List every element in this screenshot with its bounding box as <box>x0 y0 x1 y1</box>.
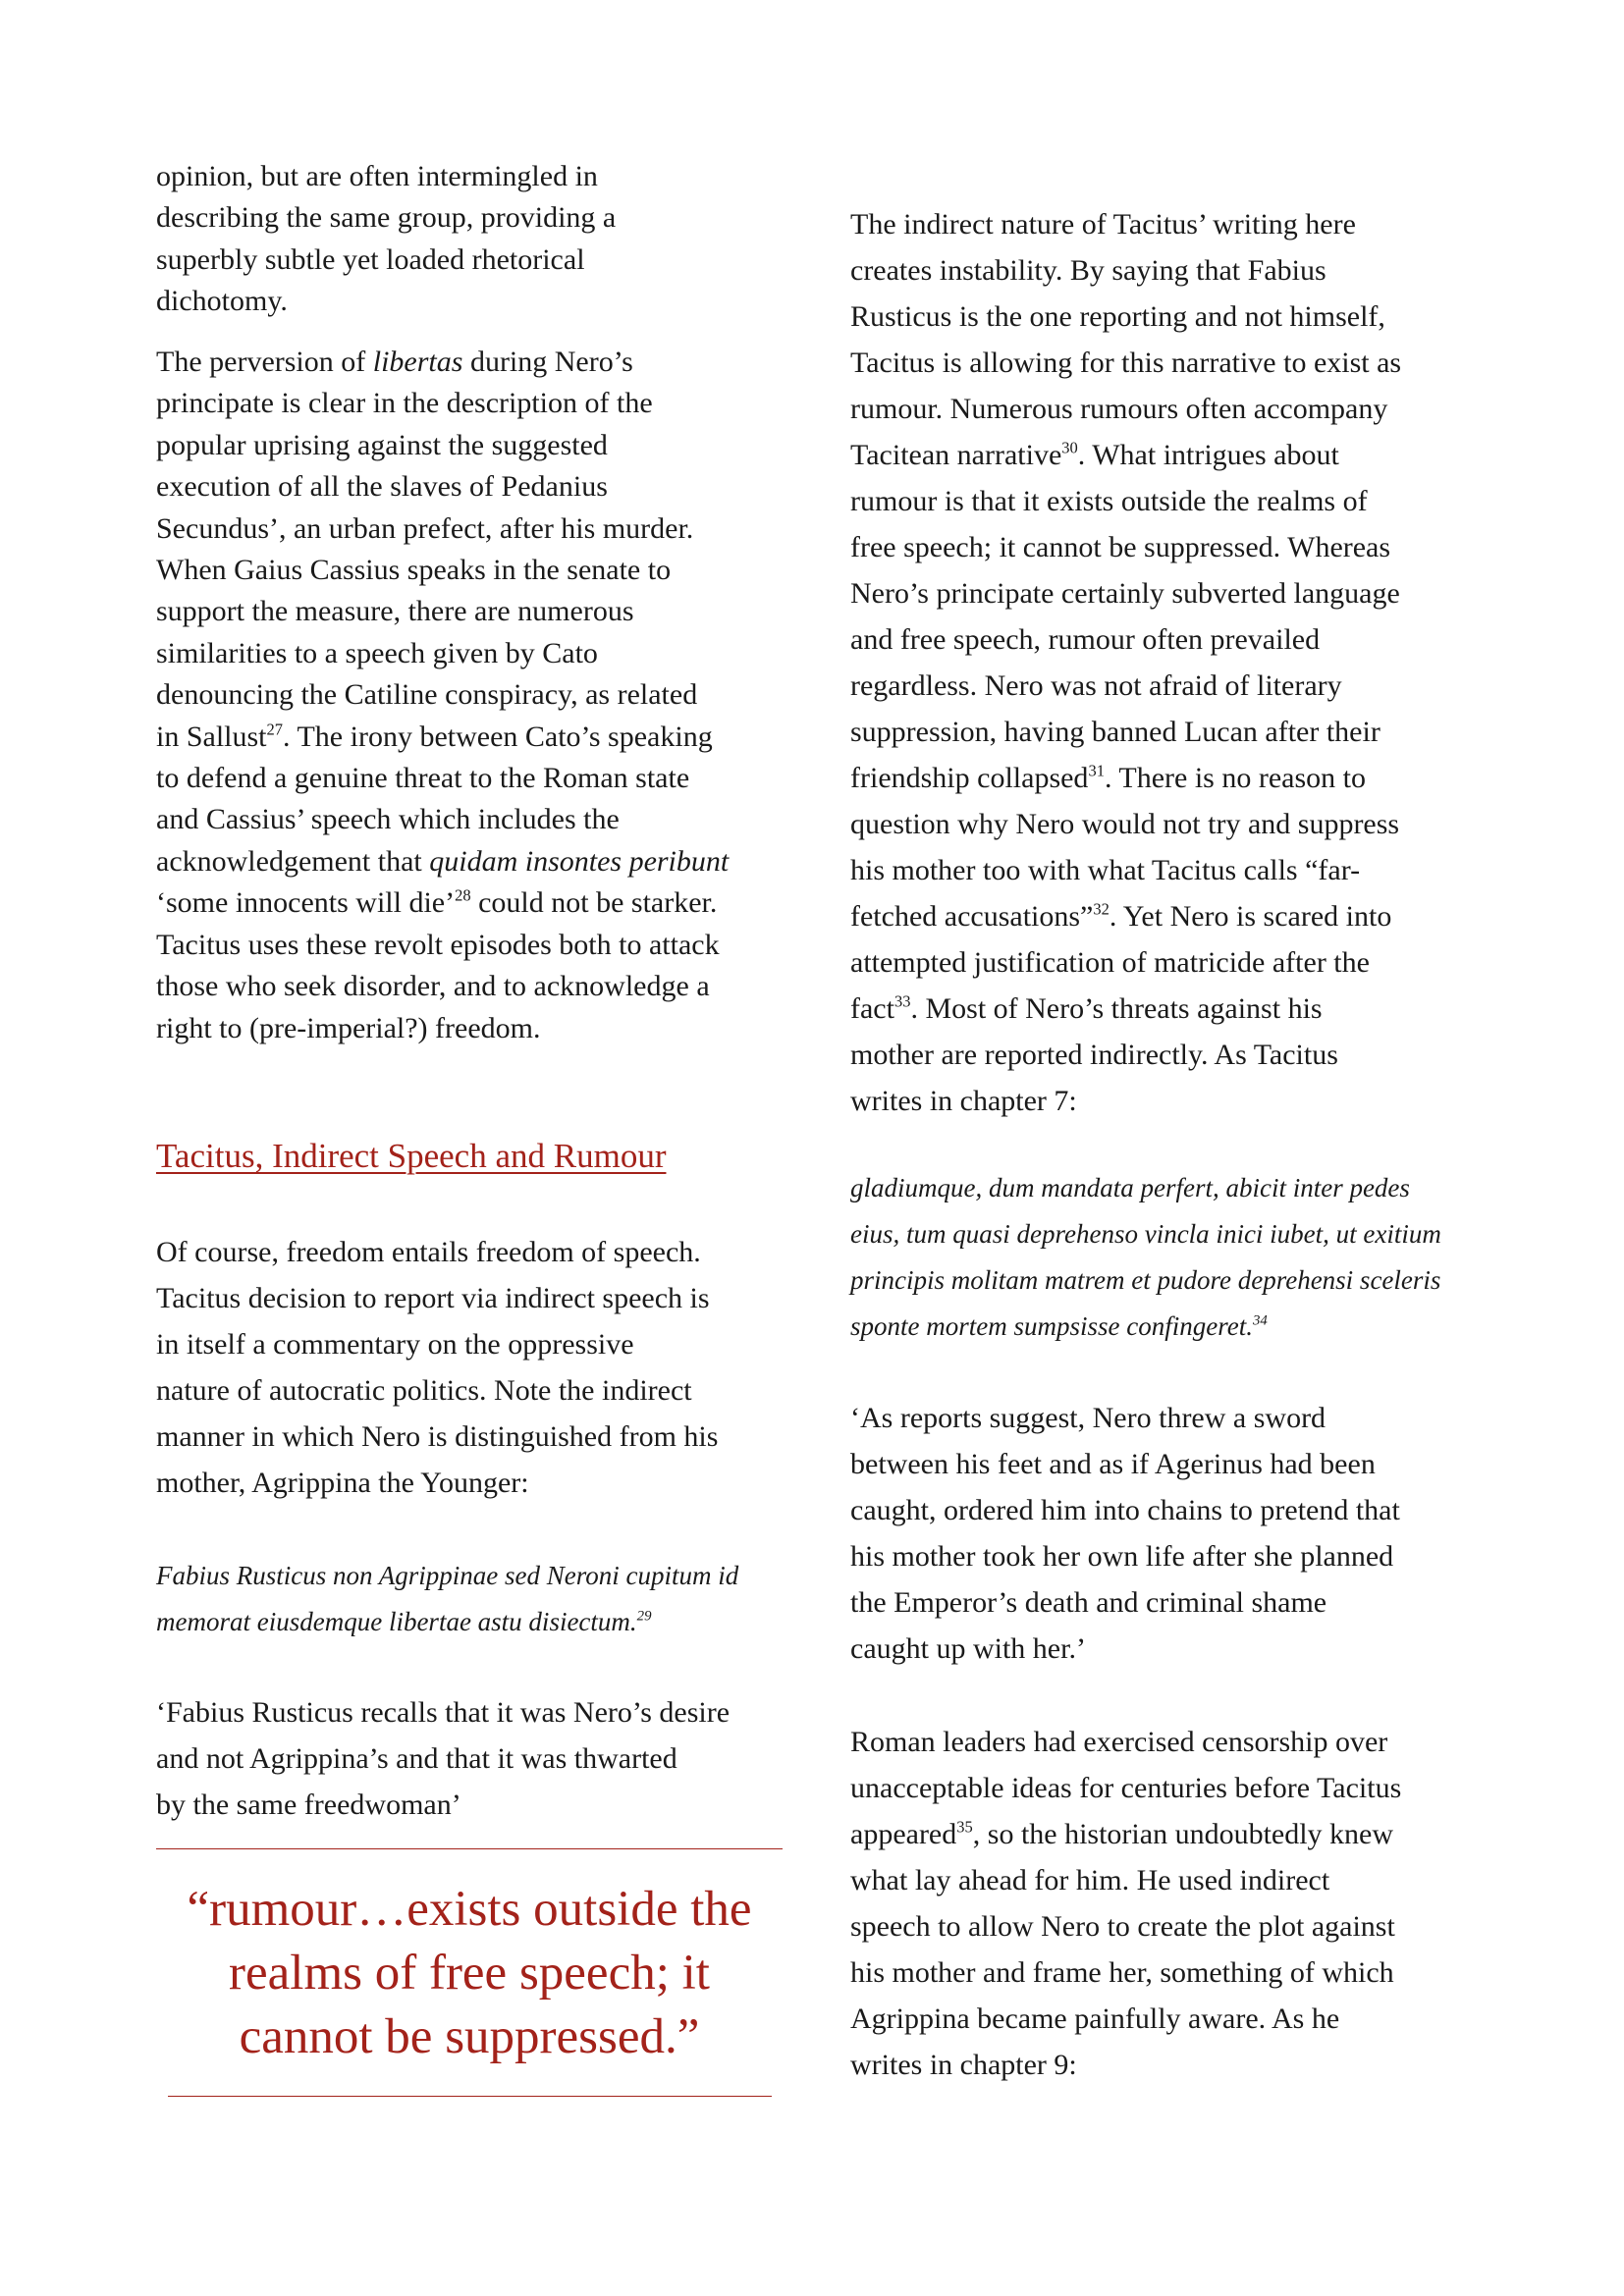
text-line <box>156 342 729 383</box>
text-line: regardless. Nero was not afraid of literary <box>850 669 1342 702</box>
text-line: between his feet and as if Agerinus had been <box>850 1448 1376 1480</box>
text-segment: ‘some innocents will die’ <box>156 886 456 920</box>
text-line: Tacitus uses these revolt episodes both to attack <box>156 928 720 961</box>
text-line: execution of all the slaves of Pedanius <box>156 470 608 504</box>
text-line: principis molitam matrem et pudore deprehensi sceleris <box>850 1265 1441 1295</box>
text-line: ‘Fabius Rusticus recalls that it was Nero’s desire <box>156 1696 731 1729</box>
italic-text: quidam insontes peribunt <box>429 844 730 878</box>
left-paragraph-2 <box>156 342 729 1049</box>
text-segment: fetched accusations” <box>850 900 1094 933</box>
text-line: cannot be suppressed.” <box>239 2009 700 2064</box>
text-line: caught up with her.’ <box>850 1632 1086 1665</box>
text-line: writes in chapter 7: <box>850 1085 1077 1117</box>
text-line: and not Agrippina’s and that it was thwarted <box>156 1742 677 1775</box>
text-line: question why Nero would not try and suppress <box>850 808 1400 840</box>
text-line: to defend a genuine threat to the Roman state <box>156 762 690 795</box>
text-segment: , so the historian undoubtedly knew <box>972 1818 1394 1850</box>
text-line: Nero’s principate certainly subverted language <box>850 577 1400 610</box>
latin-quote-right <box>850 1165 1441 1350</box>
text-segment: . Most of Nero’s threats against his <box>910 992 1323 1025</box>
footnote-marker: 30 <box>1061 438 1078 457</box>
text-line: ‘As reports suggest, Nero threw a sword <box>850 1402 1326 1434</box>
text-segment: appeared <box>850 1818 957 1850</box>
text-line <box>850 432 1401 478</box>
text-line <box>850 1304 1441 1350</box>
text-line: creates instability. By saying that Fabius <box>850 254 1326 287</box>
text-line: superbly subtle yet loaded rhetorical <box>156 242 585 276</box>
text-line: writes in chapter 9: <box>850 2049 1077 2081</box>
text-line: those who seek disorder, and to acknowledge a <box>156 970 710 1003</box>
text-segment: . What intrigues about <box>1077 439 1339 471</box>
translation-left <box>156 1689 730 1828</box>
text-segment: . The irony between Cato’s speaking <box>283 720 713 753</box>
text-segment: during Nero’s <box>462 346 633 378</box>
text-line <box>850 893 1401 939</box>
text-line: the Emperor’s death and criminal shame <box>850 1586 1327 1619</box>
text-line <box>156 717 729 758</box>
latin-quote-left <box>156 1553 738 1645</box>
text-line: suppression, having banned Lucan after their <box>850 716 1380 748</box>
text-line: his mother too with what Tacitus calls “far- <box>850 854 1361 886</box>
text-line: speech to allow Nero to create the plot against <box>850 1910 1395 1943</box>
text-line: Roman leaders had exercised censorship over <box>850 1726 1388 1758</box>
pull-quote-bottom-rule <box>168 2096 772 2097</box>
left-paragraph-1 <box>156 156 616 323</box>
text-line: opinion, but are often intermingled in <box>156 160 598 192</box>
text-line: what lay ahead for him. He used indirect <box>850 1864 1330 1896</box>
text-segment: memorat eiusdemque libertae astu disiectum. <box>156 1607 637 1636</box>
text-line: nature of autocratic politics. Note the indirect <box>156 1374 692 1407</box>
right-paragraph-2 <box>850 1719 1401 2088</box>
text-line <box>156 841 729 882</box>
footnote-marker: 28 <box>455 885 471 905</box>
section-heading: Tacitus, Indirect Speech and Rumour <box>156 1137 667 1175</box>
text-line: Rusticus is the one reporting and not himself, <box>850 300 1385 333</box>
text-segment: friendship collapsed <box>850 762 1089 794</box>
text-line: popular uprising against the suggested <box>156 428 608 461</box>
text-line: Tacitus is allowing for this narrative to exist as <box>850 347 1402 379</box>
text-line: manner in which Nero is distinguished from his <box>156 1420 719 1453</box>
text-segment: Tacitean narrative <box>850 439 1062 471</box>
text-line: and free speech, rumour often prevailed <box>850 623 1321 656</box>
footnote-marker: 29 <box>636 1608 652 1625</box>
text-line: principate is clear in the description of the <box>156 387 653 420</box>
text-line: by the same freedwoman’ <box>156 1789 461 1821</box>
text-line: Of course, freedom entails freedom of speech. <box>156 1236 701 1268</box>
text-line: dichotomy. <box>156 285 288 318</box>
text-segment: sponte mortem sumpsisse confingeret. <box>850 1311 1253 1341</box>
text-line: in itself a commentary on the oppressive <box>156 1328 634 1361</box>
text-segment: fact <box>850 992 894 1025</box>
text-line: rumour. Numerous rumours often accompany <box>850 393 1388 425</box>
text-line: mother are reported indirectly. As Tacitus <box>850 1039 1338 1071</box>
footnote-marker: 34 <box>1252 1312 1268 1329</box>
text-line <box>156 1599 738 1645</box>
footnote-marker: 33 <box>893 991 911 1011</box>
text-line: support the measure, there are numerous <box>156 595 634 628</box>
text-line: “rumour…exists outside the <box>187 1882 752 1937</box>
text-line: caught, ordered him into chains to pretend that <box>850 1494 1400 1526</box>
text-segment: could not be starker. <box>470 886 718 920</box>
pull-quote-top-rule <box>156 1848 783 1849</box>
text-line: Tacitus decision to report via indirect speech is <box>156 1282 710 1314</box>
text-segment: acknowledgement that <box>156 844 430 878</box>
text-line: unacceptable ideas for centuries before Tacitus <box>850 1772 1402 1804</box>
footnote-marker: 27 <box>266 720 284 739</box>
right-paragraph-1 <box>850 201 1401 1124</box>
text-line: describing the same group, providing a <box>156 201 617 235</box>
italic-text: libertas <box>372 346 463 378</box>
text-line: Fabius Rusticus non Agrippinae sed Neroni cupitum id <box>156 1561 739 1590</box>
text-segment: The perversion of <box>156 346 373 378</box>
text-segment: . There is no reason to <box>1104 762 1366 794</box>
text-line: free speech; it cannot be suppressed. Whereas <box>850 531 1391 563</box>
text-line: When Gaius Cassius speaks in the senate to <box>156 554 672 587</box>
text-line <box>850 1811 1401 1857</box>
text-line <box>850 755 1401 801</box>
left-paragraph-3 <box>156 1229 718 1506</box>
text-line: and Cassius’ speech which includes the <box>156 803 620 836</box>
text-line: rumour is that it exists outside the realms of <box>850 485 1368 517</box>
footnote-marker: 35 <box>956 1817 973 1837</box>
text-line: realms of free speech; it <box>229 1946 710 2001</box>
text-line: mother, Agrippina the Younger: <box>156 1467 529 1499</box>
footnote-marker: 32 <box>1093 899 1110 919</box>
text-segment: . Yet Nero is scared into <box>1109 900 1392 933</box>
text-line: denouncing the Catiline conspiracy, as related <box>156 678 698 712</box>
text-line: Agrippina became painfully aware. As he <box>850 2002 1340 2035</box>
text-line <box>156 882 729 924</box>
pull-quote <box>156 1878 783 2069</box>
text-line: right to (pre-imperial?) freedom. <box>156 1011 541 1044</box>
text-line: attempted justification of matricide after the <box>850 946 1370 979</box>
text-line: his mother and frame her, something of which <box>850 1956 1394 1989</box>
text-line: Secundus’, an urban prefect, after his murder. <box>156 511 694 545</box>
text-line: his mother took her own life after she planned <box>850 1540 1394 1573</box>
text-line: gladiumque, dum mandata perfert, abicit inter pedes <box>850 1173 1410 1202</box>
text-line: The indirect nature of Tacitus’ writing here <box>850 208 1356 240</box>
translation-right <box>850 1395 1400 1672</box>
footnote-marker: 31 <box>1088 761 1105 780</box>
text-segment: in Sallust <box>156 720 267 753</box>
text-line: eius, tum quasi deprehenso vincla inici iubet, ut exitium <box>850 1219 1441 1249</box>
text-line <box>850 986 1401 1032</box>
text-line: similarities to a speech given by Cato <box>156 636 598 669</box>
